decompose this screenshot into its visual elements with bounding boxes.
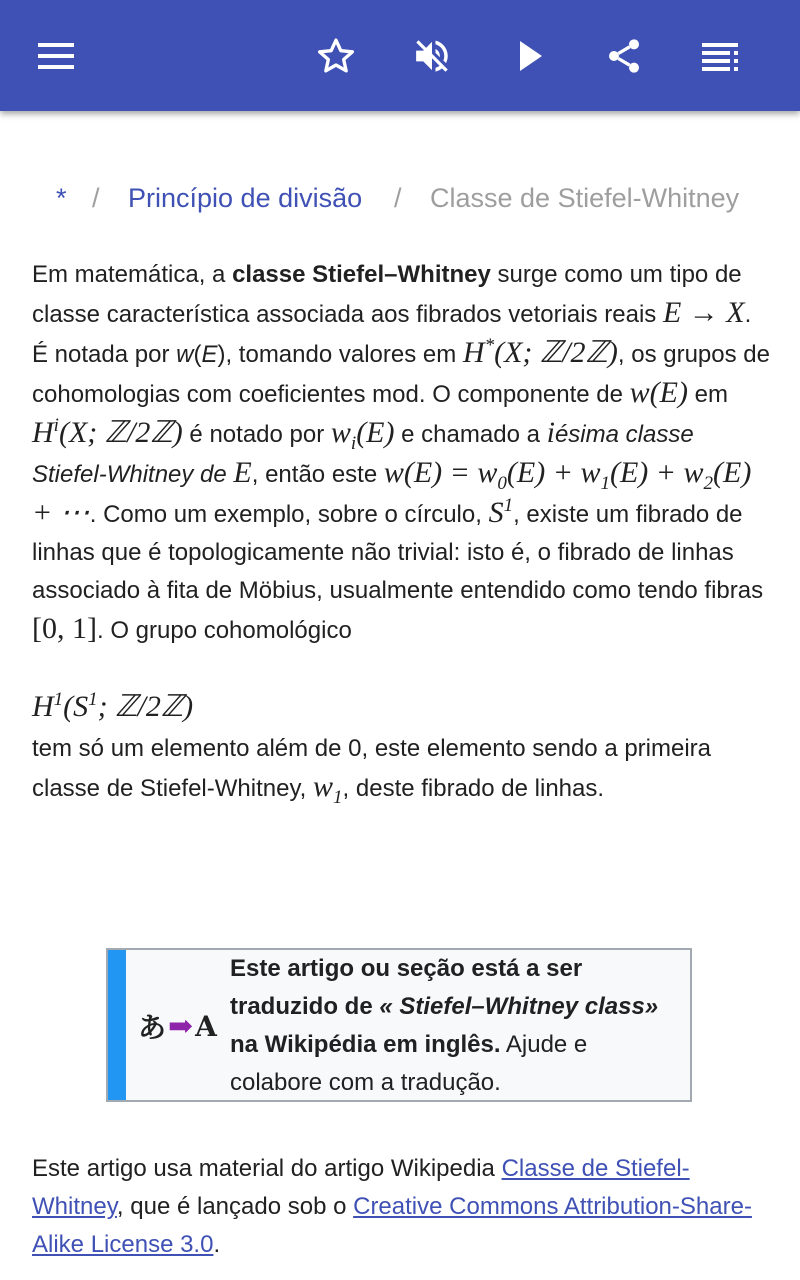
- menu-button[interactable]: [32, 32, 80, 80]
- text: e chamado a: [394, 421, 547, 448]
- math: $w_1$: [313, 770, 343, 808]
- menu-icon: [36, 41, 76, 71]
- article-body: [32, 256, 772, 808]
- star-outline-icon: [316, 36, 356, 76]
- source-article-link[interactable]: Classe de Stiefel-Whitney: [32, 1155, 690, 1220]
- notice-accent-bar: [108, 950, 126, 1100]
- text: em: [687, 381, 728, 408]
- favorite-button[interactable]: [312, 32, 360, 80]
- math: i: [546, 416, 555, 449]
- text: , que é lançado sob o: [116, 1193, 354, 1220]
- article-paragraph: [32, 256, 772, 650]
- notice-text: Este artigo ou seção está a ser traduzido de « Stiefel–Whitney class» na Wikipédia em inglês. Ajude e colabore com a tradução.: [230, 955, 659, 1096]
- breadcrumb-current: Classe de Stiefel-Whitney: [430, 183, 740, 213]
- math: w(E): [629, 376, 688, 409]
- text: . Como um exemplo, sobre o círculo,: [89, 501, 489, 528]
- text: (: [193, 341, 202, 368]
- text: , então este: [251, 461, 384, 488]
- text: surge como um tipo de classe característica associada aos fibrados vetoriais reais: [32, 261, 742, 328]
- math: E: [201, 341, 218, 368]
- playlist-icon: [700, 41, 740, 71]
- volume-off-icon: [411, 35, 453, 77]
- math: E → X: [662, 296, 745, 329]
- text: ), tomando valores em: [217, 341, 463, 368]
- breadcrumb-separator: /: [92, 183, 100, 213]
- breadcrumb-parent[interactable]: Princípio de divisão: [128, 183, 363, 213]
- attribution-footer: [32, 1150, 772, 1264]
- math: E: [233, 456, 252, 489]
- math: $S^1$: [488, 495, 514, 529]
- math: $w(E) = w_0(E) + w_1(E) + w_2(E)$ + ⋯: [32, 456, 752, 529]
- text: . É notada por: [32, 301, 752, 368]
- text: . O grupo cohomológico: [96, 617, 352, 644]
- text: Este artigo usa material do artigo Wikipedia: [32, 1155, 502, 1182]
- translate-icon: あ ➡ A: [138, 1008, 217, 1044]
- text: , os grupos de cohomologias com coeficientes mod. O componente de: [32, 341, 770, 408]
- article-paragraph: [32, 730, 772, 808]
- text: ésima classe Stiefel-Whitney de: [32, 421, 694, 488]
- math: $w_i(E)$: [330, 416, 395, 454]
- term-bold: classe Stiefel–Whitney: [232, 261, 491, 288]
- text: , existe um fibrado de linhas que é topologicamente não trivial: isto é, o fibrado de linhas associado à fita de Möbius, usualmente entendido como tendo fibras: [32, 501, 764, 604]
- math: H*(X; ℤ/2ℤ): [462, 335, 618, 369]
- math-formula: $H^1(S^1$; ℤ/2ℤ): [32, 689, 194, 723]
- play-icon: [514, 38, 546, 74]
- share-button[interactable]: [600, 32, 648, 80]
- text: tem só um elemento além de 0, este elemento sendo a primeira classe de Stiefel-Whitney,: [32, 735, 712, 802]
- breadcrumb-home[interactable]: *: [56, 183, 67, 213]
- contents-button[interactable]: [696, 32, 744, 80]
- math: w: [176, 341, 194, 368]
- translation-notice: [106, 948, 692, 1102]
- math: [0, 1]: [32, 612, 97, 645]
- text: Em matemática, a: [32, 261, 233, 288]
- play-button[interactable]: [506, 32, 554, 80]
- breadcrumb: [0, 176, 800, 220]
- app-toolbar: [0, 0, 800, 111]
- text: .: [213, 1231, 221, 1258]
- license-link[interactable]: Creative Commons Attribution-Share-Alike License 3.0: [32, 1193, 752, 1258]
- text: é notado por: [182, 421, 331, 448]
- mute-button[interactable]: [408, 32, 456, 80]
- text: , deste fibrado de linhas.: [342, 775, 605, 802]
- math: $H^i(X$; ℤ/2ℤ): [32, 415, 183, 449]
- breadcrumb-separator: /: [394, 183, 402, 213]
- share-icon: [604, 35, 644, 77]
